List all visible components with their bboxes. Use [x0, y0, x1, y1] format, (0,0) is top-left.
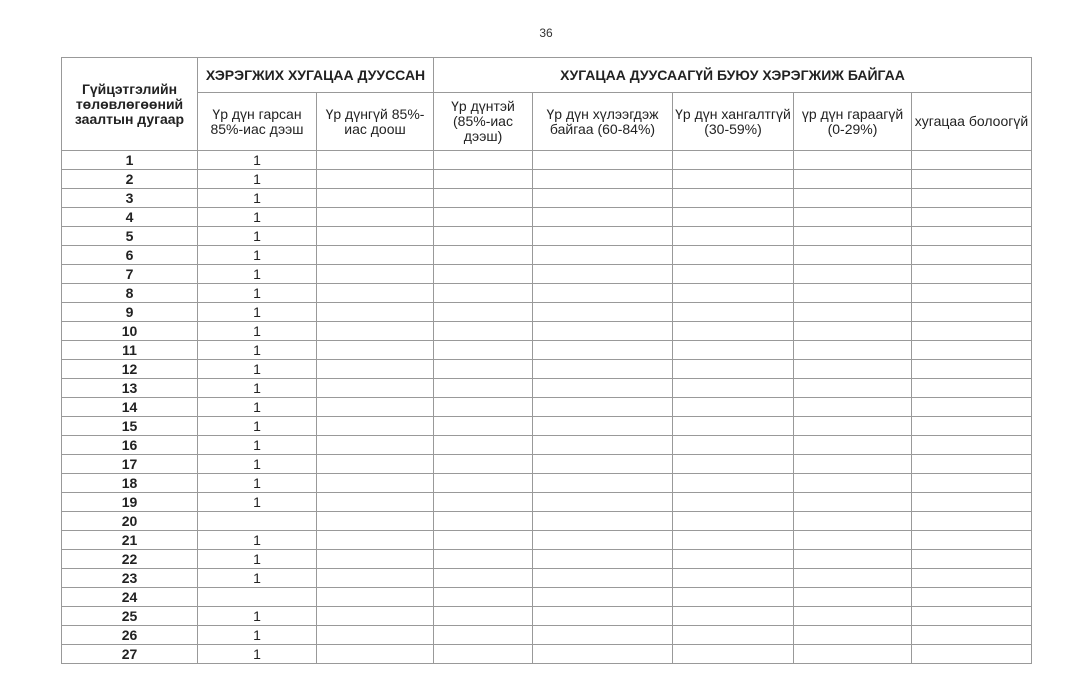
empty-cell [434, 170, 533, 189]
empty-cell [317, 398, 434, 417]
empty-cell [533, 512, 673, 531]
cell-result-achieved: 1 [198, 284, 317, 303]
empty-cell [533, 398, 673, 417]
empty-cell [794, 417, 912, 436]
empty-cell [912, 189, 1032, 208]
empty-cell [673, 284, 794, 303]
cell-result-achieved: 1 [198, 265, 317, 284]
empty-cell [794, 398, 912, 417]
empty-cell [673, 569, 794, 588]
empty-cell [434, 550, 533, 569]
empty-cell [317, 436, 434, 455]
empty-cell [794, 208, 912, 227]
empty-cell [317, 645, 434, 664]
table-row [62, 265, 1032, 284]
empty-cell [912, 531, 1032, 550]
table-row [62, 512, 1032, 531]
empty-cell [317, 208, 434, 227]
empty-cell [794, 626, 912, 645]
table-row [62, 322, 1032, 341]
empty-cell [317, 341, 434, 360]
empty-cell [533, 189, 673, 208]
empty-cell [533, 493, 673, 512]
empty-cell [317, 417, 434, 436]
empty-cell [533, 379, 673, 398]
empty-cell [794, 550, 912, 569]
cell-result-achieved: 1 [198, 360, 317, 379]
empty-cell [533, 474, 673, 493]
empty-cell [317, 455, 434, 474]
empty-cell [317, 493, 434, 512]
empty-cell [912, 341, 1032, 360]
cell-result-achieved: 1 [198, 417, 317, 436]
empty-cell [317, 550, 434, 569]
table-row [62, 588, 1032, 607]
cell-result-achieved: 1 [198, 436, 317, 455]
subheader: Үр дүнгүй 85%-иас доош [317, 93, 434, 151]
empty-cell [794, 474, 912, 493]
item-number: 17 [62, 455, 198, 474]
table-row [62, 170, 1032, 189]
item-number: 25 [62, 607, 198, 626]
cell-result-achieved: 1 [198, 322, 317, 341]
empty-cell [317, 151, 434, 170]
empty-cell [317, 303, 434, 322]
cell-result-achieved: 1 [198, 379, 317, 398]
cell-result-achieved: 1 [198, 227, 317, 246]
empty-cell [912, 550, 1032, 569]
empty-cell [533, 151, 673, 170]
empty-cell [912, 379, 1032, 398]
empty-cell [912, 588, 1032, 607]
empty-cell [794, 607, 912, 626]
empty-cell [912, 626, 1032, 645]
empty-cell [533, 284, 673, 303]
item-number: 13 [62, 379, 198, 398]
cell-result-achieved: 1 [198, 569, 317, 588]
item-number: 18 [62, 474, 198, 493]
cell-result-achieved: 1 [198, 550, 317, 569]
empty-cell [794, 303, 912, 322]
empty-cell [434, 398, 533, 417]
table-row [62, 474, 1032, 493]
empty-cell [317, 322, 434, 341]
item-number: 5 [62, 227, 198, 246]
empty-cell [317, 246, 434, 265]
empty-cell [673, 265, 794, 284]
empty-cell [794, 645, 912, 664]
item-number: 21 [62, 531, 198, 550]
empty-cell [533, 626, 673, 645]
empty-cell [794, 531, 912, 550]
item-number: 10 [62, 322, 198, 341]
cell-result-achieved: 1 [198, 607, 317, 626]
empty-cell [533, 341, 673, 360]
cell-result-achieved: 1 [198, 246, 317, 265]
empty-cell [434, 379, 533, 398]
header-deadline-passed: ХЭРЭГЖИХ ХУГАЦАА ДУУССАН [198, 58, 434, 93]
empty-cell [434, 189, 533, 208]
cell-result-achieved [198, 588, 317, 607]
empty-cell [533, 265, 673, 284]
empty-cell [912, 208, 1032, 227]
empty-cell [673, 588, 794, 607]
item-number: 12 [62, 360, 198, 379]
empty-cell [317, 607, 434, 626]
table-row [62, 455, 1032, 474]
empty-cell [533, 436, 673, 455]
item-number: 24 [62, 588, 198, 607]
empty-cell [673, 493, 794, 512]
empty-cell [912, 246, 1032, 265]
empty-cell [434, 588, 533, 607]
empty-cell [673, 550, 794, 569]
empty-cell [533, 170, 673, 189]
empty-cell [673, 436, 794, 455]
item-number: 7 [62, 265, 198, 284]
empty-cell [794, 151, 912, 170]
empty-cell [794, 322, 912, 341]
item-number: 11 [62, 341, 198, 360]
item-number: 23 [62, 569, 198, 588]
empty-cell [912, 284, 1032, 303]
empty-cell [317, 474, 434, 493]
cell-result-achieved: 1 [198, 208, 317, 227]
subheader: Үр дүн хангалтгүй (30-59%) [673, 93, 794, 151]
empty-cell [912, 170, 1032, 189]
empty-cell [673, 379, 794, 398]
table-row [62, 246, 1032, 265]
empty-cell [673, 303, 794, 322]
empty-cell [673, 531, 794, 550]
cell-result-achieved: 1 [198, 455, 317, 474]
empty-cell [434, 493, 533, 512]
table-row [62, 436, 1032, 455]
empty-cell [794, 265, 912, 284]
empty-cell [912, 569, 1032, 588]
empty-cell [533, 588, 673, 607]
empty-cell [912, 607, 1032, 626]
empty-cell [533, 303, 673, 322]
empty-cell [794, 569, 912, 588]
item-number: 4 [62, 208, 198, 227]
empty-cell [434, 474, 533, 493]
empty-cell [673, 607, 794, 626]
empty-cell [533, 607, 673, 626]
empty-cell [434, 569, 533, 588]
empty-cell [533, 360, 673, 379]
item-number: 14 [62, 398, 198, 417]
item-number: 22 [62, 550, 198, 569]
table-row [62, 493, 1032, 512]
empty-cell [673, 151, 794, 170]
empty-cell [794, 588, 912, 607]
subheader: Үр дүнтэй (85%-иас дээш) [434, 93, 533, 151]
empty-cell [533, 246, 673, 265]
empty-cell [434, 436, 533, 455]
table-row [62, 208, 1032, 227]
cell-result-achieved: 1 [198, 341, 317, 360]
page-number: 36 [539, 26, 553, 40]
empty-cell [794, 436, 912, 455]
table-row [62, 607, 1032, 626]
empty-cell [794, 360, 912, 379]
empty-cell [794, 246, 912, 265]
cell-result-achieved: 1 [198, 303, 317, 322]
empty-cell [533, 455, 673, 474]
empty-cell [533, 569, 673, 588]
item-number: 6 [62, 246, 198, 265]
item-number: 3 [62, 189, 198, 208]
empty-cell [434, 303, 533, 322]
empty-cell [317, 588, 434, 607]
table-row [62, 379, 1032, 398]
empty-cell [533, 417, 673, 436]
table-row [62, 531, 1032, 550]
empty-cell [434, 284, 533, 303]
item-number: 26 [62, 626, 198, 645]
empty-cell [673, 246, 794, 265]
empty-cell [317, 360, 434, 379]
table-row [62, 189, 1032, 208]
empty-cell [794, 493, 912, 512]
table-row [62, 550, 1032, 569]
empty-cell [794, 379, 912, 398]
item-number: 2 [62, 170, 198, 189]
cell-result-achieved: 1 [198, 531, 317, 550]
table-row [62, 341, 1032, 360]
table-row [62, 227, 1032, 246]
empty-cell [434, 208, 533, 227]
empty-cell [317, 379, 434, 398]
empty-cell [673, 360, 794, 379]
empty-cell [794, 284, 912, 303]
empty-cell [533, 227, 673, 246]
table-row [62, 284, 1032, 303]
empty-cell [317, 569, 434, 588]
empty-cell [912, 436, 1032, 455]
empty-cell [533, 531, 673, 550]
empty-cell [673, 170, 794, 189]
item-number: 27 [62, 645, 198, 664]
empty-cell [434, 645, 533, 664]
empty-cell [794, 227, 912, 246]
empty-cell [434, 151, 533, 170]
empty-cell [912, 474, 1032, 493]
empty-cell [317, 170, 434, 189]
cell-result-achieved: 1 [198, 170, 317, 189]
table-row [62, 645, 1032, 664]
empty-cell [912, 645, 1032, 664]
empty-cell [912, 265, 1032, 284]
empty-cell [533, 208, 673, 227]
empty-cell [317, 284, 434, 303]
empty-cell [434, 360, 533, 379]
empty-cell [673, 398, 794, 417]
results-table [61, 57, 1032, 664]
empty-cell [434, 246, 533, 265]
empty-cell [434, 265, 533, 284]
empty-cell [912, 512, 1032, 531]
empty-cell [434, 227, 533, 246]
empty-cell [317, 227, 434, 246]
empty-cell [794, 170, 912, 189]
empty-cell [912, 398, 1032, 417]
table-row [62, 569, 1032, 588]
cell-result-achieved: 1 [198, 493, 317, 512]
table-row [62, 360, 1032, 379]
empty-cell [673, 322, 794, 341]
table-row [62, 626, 1032, 645]
empty-cell [434, 607, 533, 626]
empty-cell [912, 151, 1032, 170]
empty-cell [912, 493, 1032, 512]
cell-result-achieved: 1 [198, 645, 317, 664]
empty-cell [533, 550, 673, 569]
empty-cell [434, 455, 533, 474]
header-ongoing: ХУГАЦАА ДУУСААГҮЙ БУЮУ ХЭРЭГЖИЖ БАЙГАА [434, 58, 1032, 93]
item-number: 8 [62, 284, 198, 303]
empty-cell [912, 322, 1032, 341]
empty-cell [673, 189, 794, 208]
empty-cell [317, 531, 434, 550]
subheader: Үр дүн гарсан 85%-иас дээш [198, 93, 317, 151]
item-number: 20 [62, 512, 198, 531]
empty-cell [434, 417, 533, 436]
empty-cell [434, 531, 533, 550]
empty-cell [673, 626, 794, 645]
cell-result-achieved: 1 [198, 626, 317, 645]
empty-cell [434, 322, 533, 341]
empty-cell [912, 455, 1032, 474]
cell-result-achieved [198, 512, 317, 531]
cell-result-achieved: 1 [198, 189, 317, 208]
empty-cell [434, 512, 533, 531]
empty-cell [673, 455, 794, 474]
empty-cell [673, 474, 794, 493]
cell-result-achieved: 1 [198, 398, 317, 417]
empty-cell [912, 227, 1032, 246]
empty-cell [912, 303, 1032, 322]
empty-cell [317, 512, 434, 531]
item-number: 9 [62, 303, 198, 322]
item-number: 19 [62, 493, 198, 512]
empty-cell [533, 645, 673, 664]
table-row [62, 417, 1032, 436]
empty-cell [673, 645, 794, 664]
subheader: үр дүн гараагүй (0-29%) [794, 93, 912, 151]
subheader: Үр дүн хүлээгдэж байгаа (60-84%) [533, 93, 673, 151]
empty-cell [794, 512, 912, 531]
cell-result-achieved: 1 [198, 151, 317, 170]
table-row [62, 303, 1032, 322]
empty-cell [317, 265, 434, 284]
empty-cell [673, 512, 794, 531]
table-row [62, 151, 1032, 170]
empty-cell [912, 417, 1032, 436]
empty-cell [673, 208, 794, 227]
cell-result-achieved: 1 [198, 474, 317, 493]
empty-cell [794, 189, 912, 208]
table-row [62, 398, 1032, 417]
empty-cell [794, 455, 912, 474]
empty-cell [317, 189, 434, 208]
empty-cell [434, 341, 533, 360]
item-number: 16 [62, 436, 198, 455]
empty-cell [912, 360, 1032, 379]
empty-cell [434, 626, 533, 645]
empty-cell [673, 227, 794, 246]
header-item-number: Гүйцэтгэлийн төлөвлөгөөний заалтын дугаар [62, 58, 198, 151]
empty-cell [794, 341, 912, 360]
empty-cell [673, 341, 794, 360]
item-number: 1 [62, 151, 198, 170]
empty-cell [673, 417, 794, 436]
empty-cell [317, 626, 434, 645]
item-number: 15 [62, 417, 198, 436]
empty-cell [533, 322, 673, 341]
subheader: хугацаа болоогүй [912, 93, 1032, 151]
